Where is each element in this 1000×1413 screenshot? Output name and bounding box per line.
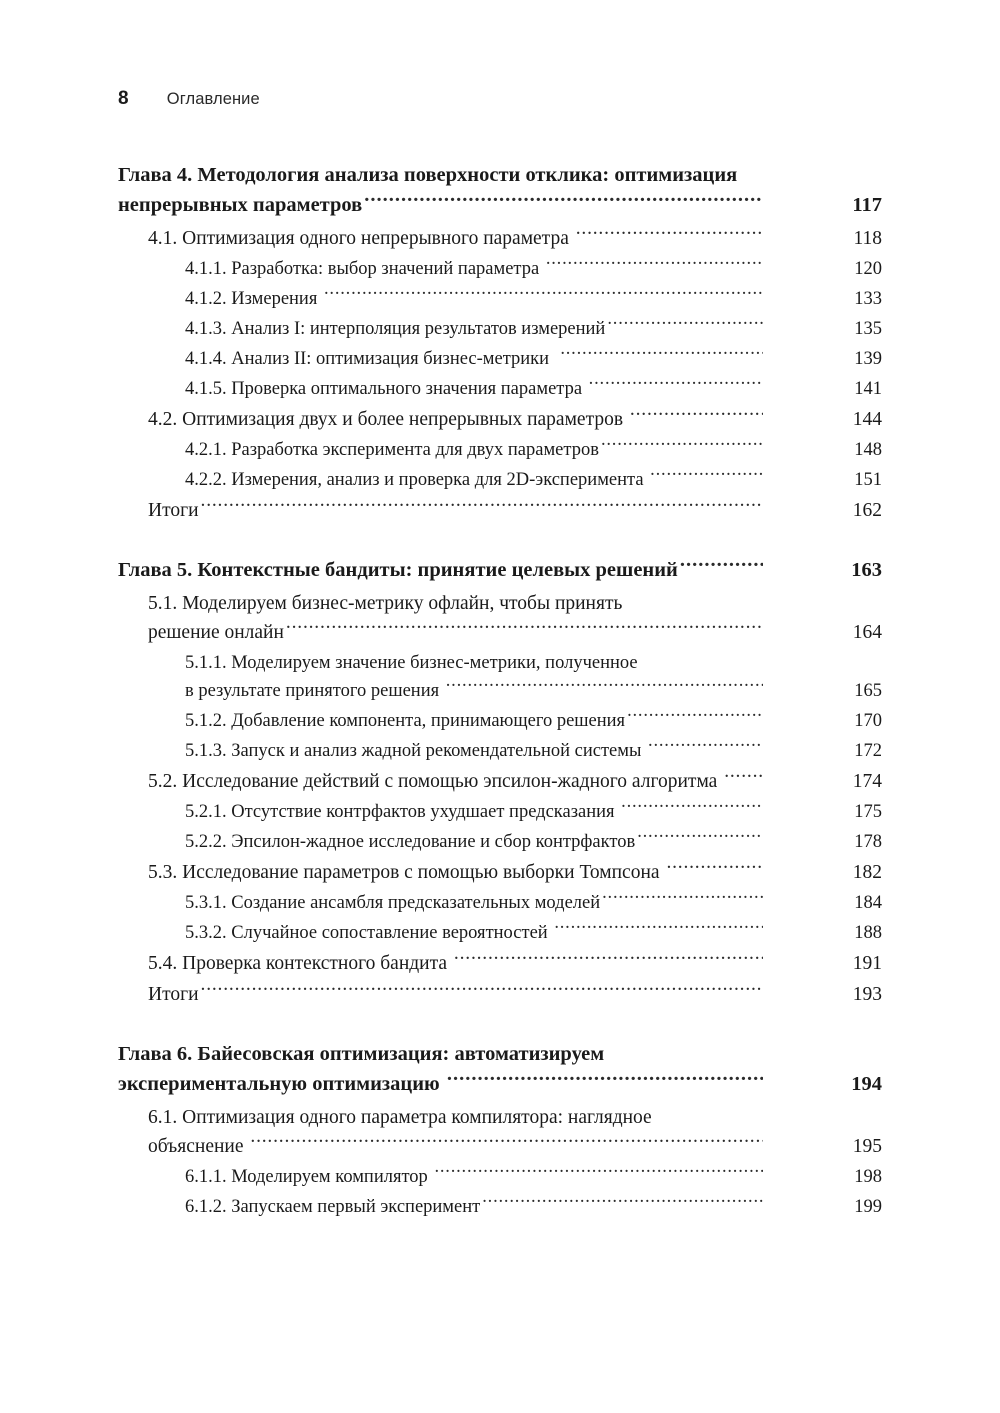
- toc-entry[interactable]: [148, 1103, 882, 1161]
- toc-entry-line: [118, 555, 764, 585]
- dot-leader: [201, 981, 763, 1001]
- toc-entry[interactable]: [148, 858, 882, 887]
- toc-entry-page-number: 118: [853, 228, 882, 249]
- toc-entry-line: [185, 919, 764, 947]
- toc-entry[interactable]: [185, 345, 882, 373]
- dot-leader: [637, 829, 763, 848]
- toc-entry-page-number: 148: [854, 440, 882, 460]
- dot-leader: [607, 316, 763, 335]
- toc-entry-page-number: 164: [852, 622, 882, 643]
- toc-entry-wrapped-line: 5.1.1. Моделируем значение бизнес-метрики, полученное: [185, 653, 638, 673]
- page-title: Оглавление: [166, 90, 260, 108]
- toc-entry-title: объяснение: [148, 1136, 249, 1157]
- toc-entry[interactable]: [118, 555, 882, 585]
- toc-entry-title: непрерывных параметров: [118, 194, 363, 216]
- toc-entry-page-number: 194: [851, 1073, 882, 1095]
- toc-entry-page-number: 144: [852, 409, 882, 430]
- toc-entry-line: [185, 375, 764, 403]
- toc-entry-line: [185, 466, 764, 494]
- toc-entry-wrapped-line: Глава 6. Байесовская оптимизация: автоматизируем: [118, 1043, 605, 1065]
- dot-leader: [724, 768, 763, 788]
- running-header: [118, 88, 260, 110]
- toc-entry-line: [148, 224, 764, 253]
- toc-entry[interactable]: [118, 160, 882, 220]
- dot-leader: [324, 286, 763, 305]
- toc-entry[interactable]: [185, 828, 882, 856]
- toc-entry-page-number: 178: [854, 832, 882, 852]
- toc-entry-page-number: 174: [852, 771, 882, 792]
- toc-entry-title: 4.2.2. Измерения, анализ и проверка для 2D-эксперимента: [185, 470, 649, 490]
- toc-entry[interactable]: [185, 889, 882, 917]
- dot-leader: [286, 619, 763, 639]
- toc-entry-page-number: 184: [854, 893, 882, 913]
- toc-entry-line: [148, 949, 764, 978]
- toc-entry-wrapped-line: Глава 4. Методология анализа поверхности отклика: оптимизация: [118, 164, 738, 186]
- toc-entry[interactable]: [185, 285, 882, 313]
- page-folio-number: 8: [118, 88, 129, 109]
- toc-entry-page-number: 163: [851, 559, 882, 581]
- dot-leader: [666, 859, 763, 879]
- toc-entry-line: [185, 1163, 764, 1191]
- toc-entry[interactable]: [148, 589, 882, 647]
- toc-entry-page-number: 120: [854, 259, 882, 279]
- toc-entry[interactable]: [148, 980, 882, 1009]
- toc-entry-page-number: 188: [854, 923, 882, 943]
- dot-leader: [250, 1133, 763, 1153]
- toc-entry[interactable]: [185, 315, 882, 343]
- toc-entry-page-number: 162: [852, 500, 882, 521]
- table-of-contents: [0, 160, 1000, 1221]
- toc-entry[interactable]: [185, 436, 882, 464]
- toc-entry-page-number: 165: [854, 681, 882, 701]
- toc-entry-title: решение онлайн: [148, 622, 284, 643]
- dot-leader: [650, 467, 763, 486]
- toc-entry-title: 5.4. Проверка контекстного бандита: [148, 953, 452, 974]
- toc-entry-line: [118, 190, 764, 220]
- toc-entry-line: [185, 889, 764, 917]
- toc-entry[interactable]: [148, 224, 882, 253]
- dot-leader: [434, 1164, 763, 1183]
- toc-entry-title: Итоги: [148, 984, 199, 1005]
- toc-entry-title: 4.2. Оптимизация двух и более непрерывных параметров: [148, 409, 628, 430]
- toc-entry-title: 4.2.1. Разработка эксперимента для двух параметров: [185, 440, 599, 460]
- toc-entry[interactable]: [148, 405, 882, 434]
- toc-entry-line: [185, 436, 764, 464]
- dot-leader: [546, 256, 763, 275]
- toc-entry[interactable]: [185, 1193, 882, 1221]
- toc-entry-page-number: 139: [854, 349, 882, 369]
- dot-leader: [576, 225, 763, 245]
- toc-entry[interactable]: [185, 375, 882, 403]
- toc-entry-line: [185, 798, 764, 826]
- dot-leader: [560, 346, 763, 365]
- toc-entry-title: 4.1.5. Проверка оптимального значения параметра: [185, 379, 587, 399]
- toc-entry-title: 4.1.2. Измерения: [185, 289, 322, 309]
- toc-entry-page-number: 175: [854, 802, 882, 822]
- toc-entry-title: 4.1.4. Анализ II: оптимизация бизнес-метрики: [185, 349, 559, 369]
- dot-leader: [554, 920, 763, 939]
- dot-leader: [447, 1070, 763, 1091]
- toc-entry-wrapped-line: 5.1. Моделируем бизнес-метрику офлайн, чтобы принять: [148, 593, 623, 614]
- toc-entry-title: 5.3.2. Случайное сопоставление вероятностей: [185, 923, 553, 943]
- dot-leader: [630, 406, 763, 426]
- toc-entry-page-number: 182: [852, 862, 882, 883]
- dot-leader: [680, 556, 763, 577]
- toc-entry-line: [148, 980, 764, 1009]
- toc-entry-line: [148, 618, 764, 647]
- toc-entry-line: [148, 767, 764, 796]
- toc-entry-page-number: 151: [854, 470, 882, 490]
- toc-entry-line: [148, 405, 764, 434]
- toc-entry-title: 6.1.1. Моделируем компилятор: [185, 1167, 433, 1187]
- toc-entry-line: [185, 1193, 764, 1221]
- toc-entry-title: 4.1.3. Анализ I: интерполяция результатов измерений: [185, 319, 606, 339]
- dot-leader: [621, 799, 763, 818]
- dot-leader: [589, 376, 763, 395]
- toc-entry-line: [148, 1132, 764, 1161]
- toc-entry-line: [185, 677, 764, 705]
- toc-entry[interactable]: [185, 1163, 882, 1191]
- dot-leader: [627, 708, 763, 727]
- toc-entry[interactable]: [185, 737, 882, 765]
- dot-leader: [201, 497, 763, 517]
- toc-entry-page-number: 135: [854, 319, 882, 339]
- toc-entry-line: [185, 737, 764, 765]
- toc-entry[interactable]: [118, 1039, 882, 1099]
- toc-entry[interactable]: [185, 649, 882, 705]
- toc-entry-title: 5.1.2. Добавление компонента, принимающего решения: [185, 711, 626, 731]
- toc-entry-line: [185, 255, 764, 283]
- toc-entry-line: [118, 1069, 764, 1099]
- toc-entry-line: [185, 315, 764, 343]
- toc-entry-title: экспериментальную оптимизацию: [118, 1073, 445, 1095]
- toc-entry-page-number: 195: [852, 1136, 882, 1157]
- dot-leader: [446, 678, 763, 697]
- toc-entry-page-number: 199: [854, 1197, 882, 1217]
- toc-entry-page-number: 193: [852, 984, 882, 1005]
- dot-leader: [454, 950, 763, 970]
- toc-entry-title: 5.2.2. Эпсилон-жадное исследование и сбор контрфактов: [185, 832, 636, 852]
- toc-entry-page-number: 170: [854, 711, 882, 731]
- toc-entry-title: 4.1. Оптимизация одного непрерывного параметра: [148, 228, 574, 249]
- toc-entry[interactable]: [185, 919, 882, 947]
- toc-entry-line: [148, 496, 764, 525]
- toc-entry[interactable]: [185, 255, 882, 283]
- toc-entry-page-number: 172: [854, 741, 882, 761]
- toc-entry-title: Итоги: [148, 500, 199, 521]
- toc-entry-title: в результате принятого решения: [185, 681, 444, 701]
- dot-leader: [601, 437, 763, 456]
- toc-entry[interactable]: [185, 707, 882, 735]
- toc-entry[interactable]: [185, 798, 882, 826]
- toc-entry-wrapped-line: 6.1. Оптимизация одного параметра компилятора: наглядное: [148, 1107, 652, 1128]
- toc-entry[interactable]: [148, 949, 882, 978]
- dot-leader: [648, 738, 763, 757]
- toc-entry-page-number: 141: [854, 379, 882, 399]
- toc-entry-title: Глава 5. Контекстные бандиты: принятие целевых решений: [118, 559, 678, 581]
- toc-entry-line: [185, 707, 764, 735]
- toc-entry-line: [185, 828, 764, 856]
- toc-entry-title: 6.1.2. Запускаем первый эксперимент: [185, 1197, 481, 1217]
- toc-entry[interactable]: [185, 466, 882, 494]
- toc-entry-line: [185, 345, 764, 373]
- toc-entry-title: 5.1.3. Запуск и анализ жадной рекомендательной системы: [185, 741, 647, 761]
- toc-entry[interactable]: [148, 767, 882, 796]
- toc-entry-page-number: 133: [854, 289, 882, 309]
- toc-entry-page-number: 191: [852, 953, 882, 974]
- toc-entry-page-number: 117: [852, 194, 882, 216]
- dot-leader: [602, 890, 763, 909]
- toc-entry-title: 5.2. Исследование действий с помощью эпсилон-жадного алгоритма: [148, 771, 723, 792]
- toc-entry-line: [185, 285, 764, 313]
- toc-entry-title: 5.2.1. Отсутствие контрфактов ухудшает предсказания: [185, 802, 620, 822]
- toc-entry[interactable]: [148, 496, 882, 525]
- dot-leader: [482, 1194, 763, 1213]
- toc-entry-page-number: 198: [854, 1167, 882, 1187]
- toc-entry-title: 5.3. Исследование параметров с помощью выборки Томпсона: [148, 862, 665, 883]
- dot-leader: [364, 191, 763, 212]
- toc-entry-title: 5.3.1. Создание ансамбля предсказательных моделей: [185, 893, 601, 913]
- toc-entry-line: [148, 858, 764, 887]
- toc-entry-title: 4.1.1. Разработка: выбор значений параметра: [185, 259, 544, 279]
